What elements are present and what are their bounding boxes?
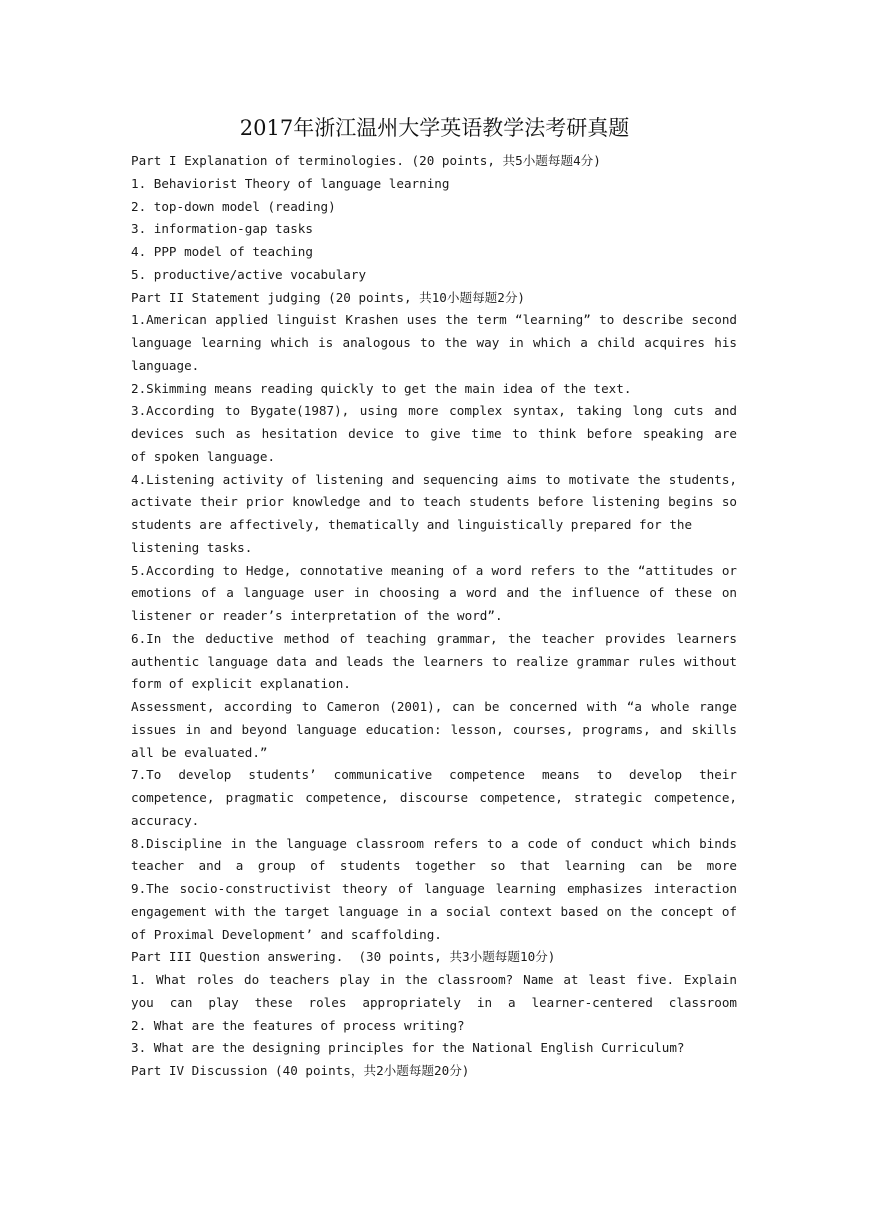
document-line: authentic language data and leads the learners to realize grammar rules without (131, 653, 737, 669)
document-line: 2. What are the features of process writing? (131, 1017, 465, 1033)
document-line: 4. PPP model of teaching (131, 244, 313, 259)
document-line: 1.American applied linguist Krashen uses the term “learning” to describe second (131, 312, 737, 328)
document-line: of spoken language. (131, 448, 276, 464)
document-line: Part I Explanation of terminologies. (20 points, 共5小题每题4分) (131, 153, 601, 168)
document-line: 5. productive/active vocabulary (131, 266, 367, 282)
document-line: language learning which is analogous to the way in which a child acquires his (131, 335, 737, 350)
document-line: students are affectively, thematically and linguistically prepared for the (131, 517, 693, 532)
document-line: 9.The socio-constructivist theory of language learning emphasizes interaction (131, 881, 737, 896)
document-line: activate their prior knowledge and to teach students before listening begins so (131, 494, 737, 510)
document-line: issues in and beyond language education: lesson, courses, programs, and skills (131, 721, 737, 737)
document-line: 2. top-down model (reading) (131, 198, 336, 214)
document-line: of Proximal Development’ and scaffolding. (131, 926, 442, 942)
document-line: emotions of a language user in choosing a word and the influence of these on (131, 585, 737, 601)
document-line: Assessment, according to Cameron (2001), can be concerned with “a whole range (131, 699, 737, 714)
document-line: accuracy. (131, 812, 200, 828)
document-line: listener or reader’s interpretation of the word”. (131, 608, 503, 623)
document-line: 3. What are the designing principles for the National English Curriculum? (131, 1040, 685, 1056)
document-line: 4.Listening activity of listening and sequencing aims to motivate the students, (131, 471, 737, 487)
document-line: 8.Discipline in the language classroom refers to a code of conduct which binds (131, 835, 737, 851)
document-line: 1. What roles do teachers play in the classroom? Name at least five. Explain (131, 972, 737, 987)
document-line: listening tasks. (131, 539, 253, 555)
document-line: 3. information-gap tasks (131, 221, 313, 237)
document-line: 2.Skimming means reading quickly to get the main idea of the text. (131, 380, 632, 396)
document-line: Part III Question answering. (30 points, 共3小题每题10分) (131, 949, 556, 965)
document-body (131, 150, 737, 1083)
document-line: language. (131, 357, 200, 373)
document-line: 1. Behaviorist Theory of language learning (131, 175, 450, 191)
document-line: teacher and a group of students together so that learning can be more (131, 858, 737, 874)
document-line: engagement with the target language in a social context based on the concept of (131, 903, 737, 919)
document-line: 6.In the deductive method of teaching grammar, the teacher provides learners (131, 630, 737, 646)
document-title: 2017年浙江温州大学英语教学法考研真题 (239, 116, 630, 140)
document-line: form of explicit explanation. (131, 676, 351, 692)
document-line: you can play these roles appropriately in a learner-centered classroom (131, 994, 737, 1010)
document-line: 3.According to Bygate(1987), using more complex syntax, taking long cuts and (131, 403, 737, 419)
document-line: devices such as hesitation device to give time to think before speaking are (131, 426, 737, 441)
document-line: 7.To develop students’ communicative competence means to develop their (131, 767, 737, 783)
document-line: 5.According to Hedge, connotative meaning of a word refers to the “attitudes or (131, 562, 737, 578)
document-line: Part II Statement judging (20 points, 共10小题每题2分) (131, 289, 526, 305)
document-line: all be evaluated.” (131, 744, 268, 760)
document-line: competence, pragmatic competence, discourse competence, strategic competence, (131, 790, 737, 805)
document-line: Part IV Discussion (40 points，共2小题每题20分) (131, 1063, 470, 1078)
